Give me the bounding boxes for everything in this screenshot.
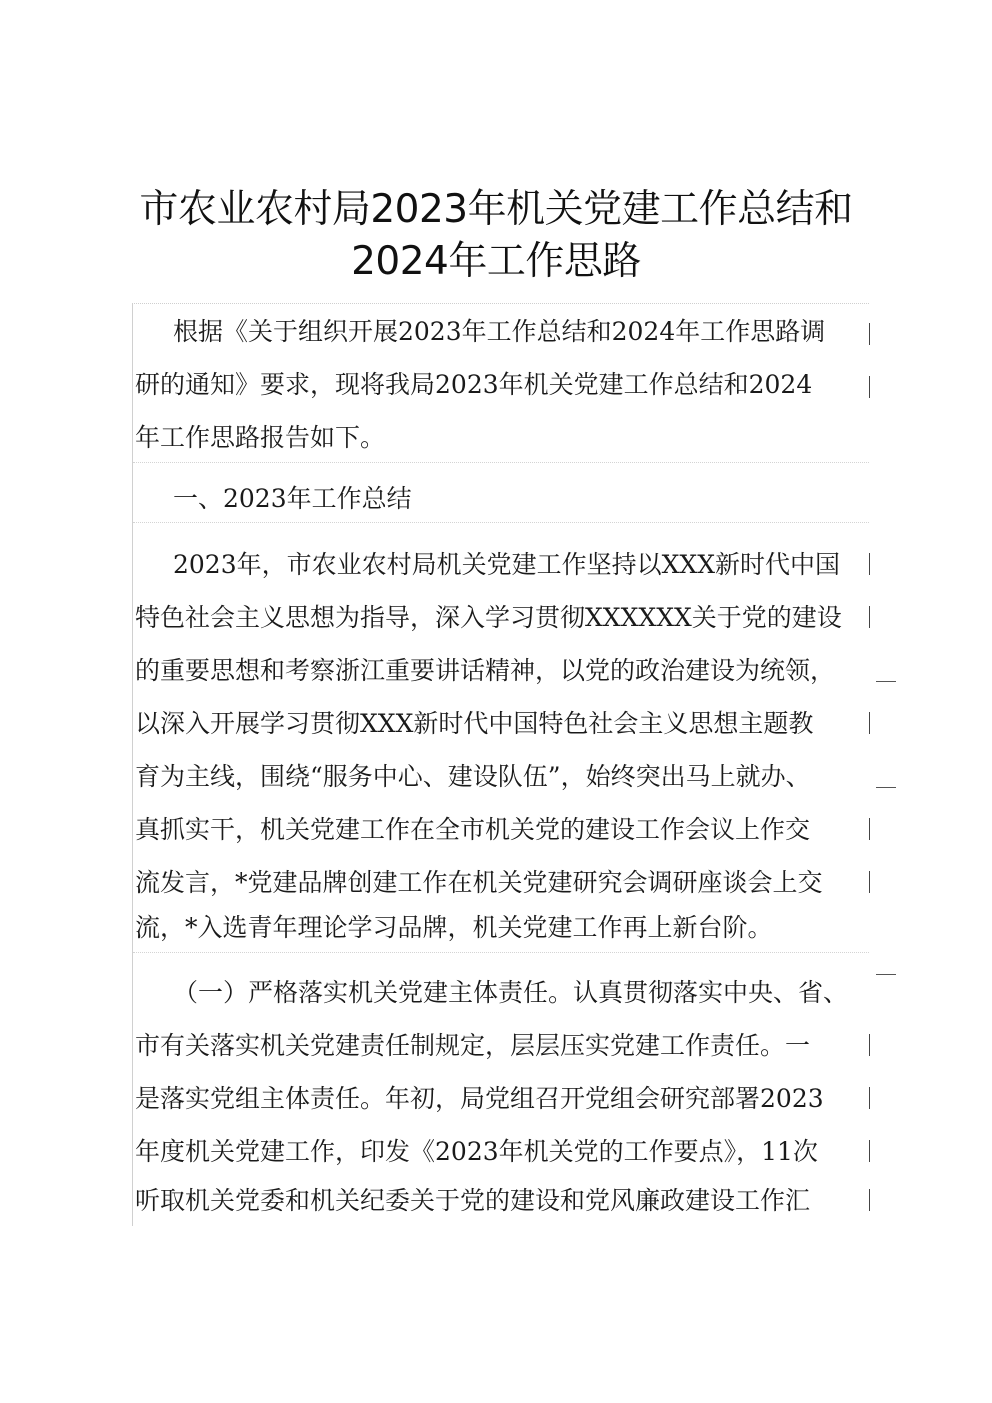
paragraph-4-line-2: 市有关落实机关党建责任制规定，层层压实党建工作责任。一 [135,1031,811,1060]
paragraph-separator [133,522,869,523]
paragraph-4-line-4: 年度机关党建工作，印发《2023年机关党的工作要点》，11次 [135,1137,818,1166]
paragraph-separator [133,952,869,953]
layout-mark [869,606,870,628]
layout-mark [869,818,870,840]
layout-mark [869,1140,870,1162]
paragraph-4-line-1: （一）严格落实机关党建主体责任。认真贯彻落实中央、省、 [173,978,849,1007]
paragraph-4-line-5: 听取机关党委和机关纪委关于党的建设和党风廉政建设工作汇 [135,1186,811,1215]
paragraph-3-line-4: 以深入开展学习贯彻XXX新时代中国特色社会主义思想主题教 [135,709,814,738]
paragraph-3-line-7: 流发言，*党建品牌创建工作在机关党建研究会调研座谈会上交 [135,868,823,897]
layout-mark [869,1034,870,1056]
layout-mark [869,1087,870,1109]
layout-mark [876,681,896,682]
paragraph-3-line-3: 的重要思想和考察浙江重要讲话精神，以党的政治建设为统领， [135,656,836,685]
layout-mark [876,974,896,975]
paragraph-1-line-3: 年工作思路报告如下。 [135,423,386,452]
layout-mark [869,871,870,893]
layout-mark [869,553,870,575]
document-title-line-1: 市农业农村局2023年机关党建工作总结和 [139,187,853,232]
layout-mark [869,376,870,398]
document-title-line-2: 2024年工作思路 [351,239,641,284]
layout-mark [869,712,870,734]
paragraph-separator [133,462,869,463]
paragraph-3-line-6: 真抓实干，机关党建工作在全市机关党的建设工作会议上作交 [135,815,811,844]
paragraph-1-line-1: 根据《关于组织开展2023年工作总结和2024年工作思路调 [173,317,826,346]
section-heading: 一、2023年工作总结 [173,484,412,513]
paragraph-4-line-3: 是落实党组主体责任。年初，局党组召开党组会研究部署2023 [135,1084,824,1113]
paragraph-3-line-8: 流，*入选青年理论学习品牌，机关党建工作再上新台阶。 [135,913,773,942]
layout-mark [869,323,870,345]
layout-mark [876,787,896,788]
paragraph-3-line-1: 2023年，市农业农村局机关党建工作坚持以XXX新时代中国 [173,550,841,579]
paragraph-3-line-2: 特色社会主义思想为指导，深入学习贯彻XXXXXX关于党的建设 [135,603,842,632]
layout-mark [869,1189,870,1211]
paragraph-1-line-2: 研的通知》要求，现将我局2023年机关党建工作总结和2024 [135,370,813,399]
paragraph-3-line-5: 育为主线，围绕“服务中心、建设队伍”，始终突出马上就办、 [135,762,811,791]
